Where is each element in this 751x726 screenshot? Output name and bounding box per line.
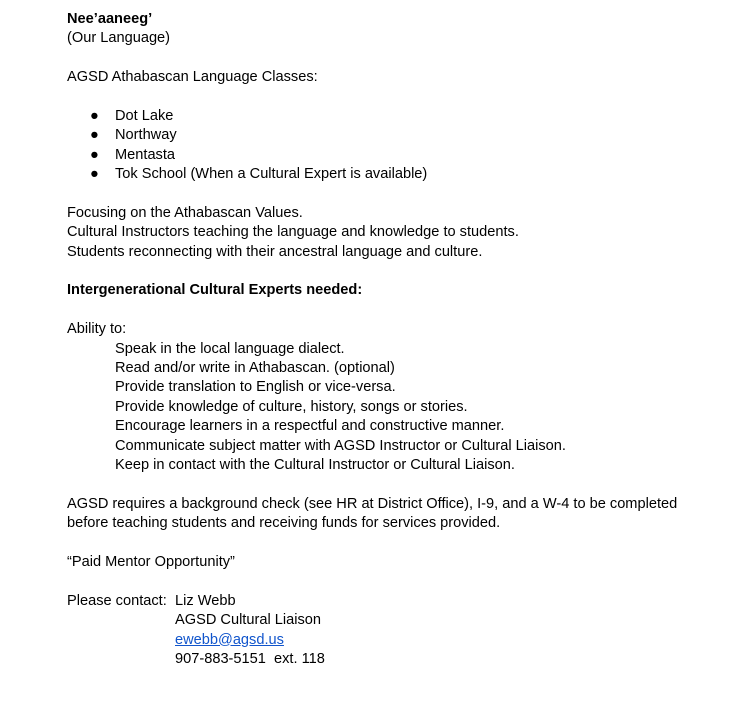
ability-item: Read and/or write in Athabascan. (optional) bbox=[115, 360, 395, 377]
ability-label: Ability to: bbox=[67, 321, 127, 338]
contact-role: AGSD Cultural Liaison bbox=[175, 612, 322, 629]
ability-item: Communicate subject matter with AGSD Instructor or Cultural Liaison. bbox=[115, 437, 566, 454]
doc-title: Nee’aaneeg’ bbox=[67, 11, 153, 27]
list-item bbox=[67, 165, 731, 184]
bullet-icon: ● bbox=[90, 127, 99, 144]
classes-list bbox=[67, 107, 731, 185]
ability-item: Provide knowledge of culture, history, songs or stories. bbox=[115, 398, 468, 415]
list-item-text: Dot Lake bbox=[115, 107, 174, 124]
contact-block bbox=[67, 592, 731, 611]
document bbox=[67, 10, 731, 669]
bullet-icon: ● bbox=[90, 107, 99, 124]
list-item bbox=[67, 126, 731, 145]
classes-heading: AGSD Athabascan Language Classes: bbox=[67, 69, 318, 86]
list-item-text: Tok School (When a Cultural Expert is available) bbox=[115, 166, 428, 183]
list-item bbox=[67, 107, 731, 126]
list-item-text: Mentasta bbox=[115, 146, 176, 163]
bullet-icon: ● bbox=[90, 166, 99, 183]
list-item-text: Northway bbox=[115, 127, 177, 144]
intro-line: Focusing on the Athabascan Values. bbox=[67, 204, 303, 221]
contact-email-link[interactable]: ewebb@agsd.us bbox=[175, 631, 284, 648]
doc-subtitle: (Our Language) bbox=[67, 30, 171, 47]
requirements-line: before teaching students and receiving funds for services provided. bbox=[67, 515, 501, 532]
ability-item: Encourage learners in a respectful and constructive manner. bbox=[115, 418, 505, 435]
contact-name: Liz Webb bbox=[175, 592, 236, 609]
bullet-icon: ● bbox=[90, 146, 99, 163]
experts-heading: Intergenerational Cultural Experts needed: bbox=[67, 282, 363, 299]
ability-item: Speak in the local language dialect. bbox=[115, 340, 345, 357]
intro-line: Students reconnecting with their ancestral language and culture. bbox=[67, 243, 483, 260]
ability-item: Provide translation to English or vice-versa. bbox=[115, 379, 396, 396]
ability-item: Keep in contact with the Cultural Instructor or Cultural Liaison. bbox=[115, 456, 515, 473]
contact-phone: 907-883-5151 ext. 118 bbox=[175, 650, 325, 667]
intro-line: Cultural Instructors teaching the language and knowledge to students. bbox=[67, 224, 519, 241]
list-item bbox=[67, 146, 731, 165]
contact-label: Please contact: bbox=[67, 592, 167, 609]
paid-mentor-note: “Paid Mentor Opportunity” bbox=[67, 553, 235, 570]
requirements-line: AGSD requires a background check (see HR at District Office), I-9, and a W-4 to be completed bbox=[67, 495, 678, 512]
